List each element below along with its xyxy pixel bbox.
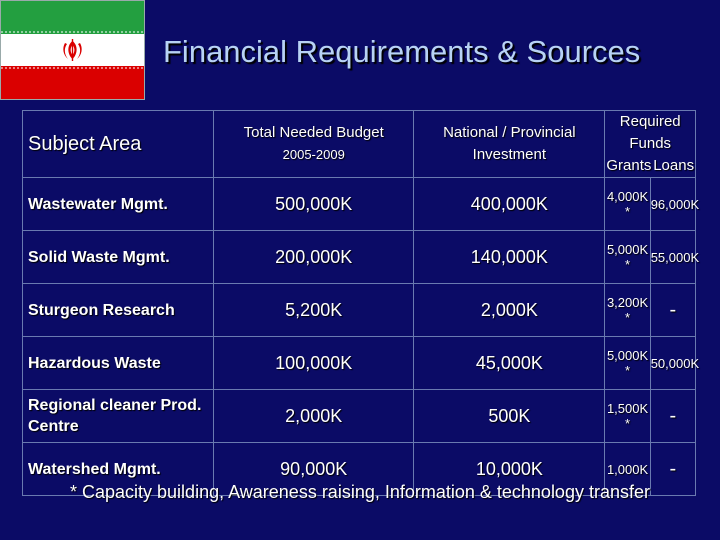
row-budget: 2,000K	[214, 390, 414, 443]
table-header-row	[23, 111, 696, 178]
table-row	[23, 337, 696, 390]
header-subject-area: Subject Area	[23, 111, 214, 178]
row-grants: 3,200K *	[605, 284, 650, 337]
row-national: 10,000K	[414, 443, 605, 496]
row-grants: 1,000K	[605, 443, 650, 496]
row-subject: Watershed Mgmt.	[23, 443, 214, 496]
page-title: Financial Requirements & Sources	[163, 34, 641, 69]
row-subject: Sturgeon Research	[23, 284, 214, 337]
row-loans: -	[650, 284, 695, 337]
row-budget: 500,000K	[214, 178, 414, 231]
row-national: 45,000K	[414, 337, 605, 390]
header-loans: Loans	[653, 157, 695, 174]
table-row	[23, 284, 696, 337]
header-required-line1: Required Funds	[619, 113, 681, 152]
row-subject: Wastewater Mgmt.	[23, 178, 214, 231]
table-row	[23, 390, 696, 443]
row-budget: 5,200K	[214, 284, 414, 337]
header-budget-line2: 2005-2009	[282, 147, 345, 162]
footnote: * Capacity building, Awareness raising, Information & technology transfer	[70, 482, 650, 502]
row-budget: 90,000K	[214, 443, 414, 496]
header-grants-loans	[605, 155, 695, 177]
row-national: 140,000K	[414, 231, 605, 284]
row-grants: 4,000K *	[605, 178, 650, 231]
header-budget-line1: Total Needed Budget	[243, 124, 384, 141]
header-required-funds	[605, 111, 696, 178]
row-national: 2,000K	[414, 284, 605, 337]
table-row	[23, 178, 696, 231]
row-loans: 55,000K	[650, 231, 695, 284]
row-subject: Regional cleaner Prod. Centre	[23, 390, 214, 443]
header-national-line1: National / Provincial	[443, 124, 576, 141]
iran-flag	[0, 0, 145, 100]
header-national-investment	[414, 111, 605, 178]
row-national: 500K	[414, 390, 605, 443]
row-loans: -	[650, 390, 695, 443]
table-row	[23, 231, 696, 284]
row-subject: Solid Waste Mgmt.	[23, 231, 214, 284]
header-total-budget	[214, 111, 414, 178]
row-loans: -	[650, 443, 695, 496]
row-budget: 200,000K	[214, 231, 414, 284]
row-loans: 96,000K	[650, 178, 695, 231]
row-grants: 1,500K *	[605, 390, 650, 443]
financial-table	[22, 110, 700, 496]
row-grants: 5,000K *	[605, 337, 650, 390]
row-budget: 100,000K	[214, 337, 414, 390]
row-national: 400,000K	[414, 178, 605, 231]
header-national-line2: Investment	[472, 146, 547, 163]
header-grants: Grants	[606, 157, 652, 174]
row-grants: 5,000K *	[605, 231, 650, 284]
row-subject: Hazardous Waste	[23, 337, 214, 390]
row-loans: 50,000K	[650, 337, 695, 390]
